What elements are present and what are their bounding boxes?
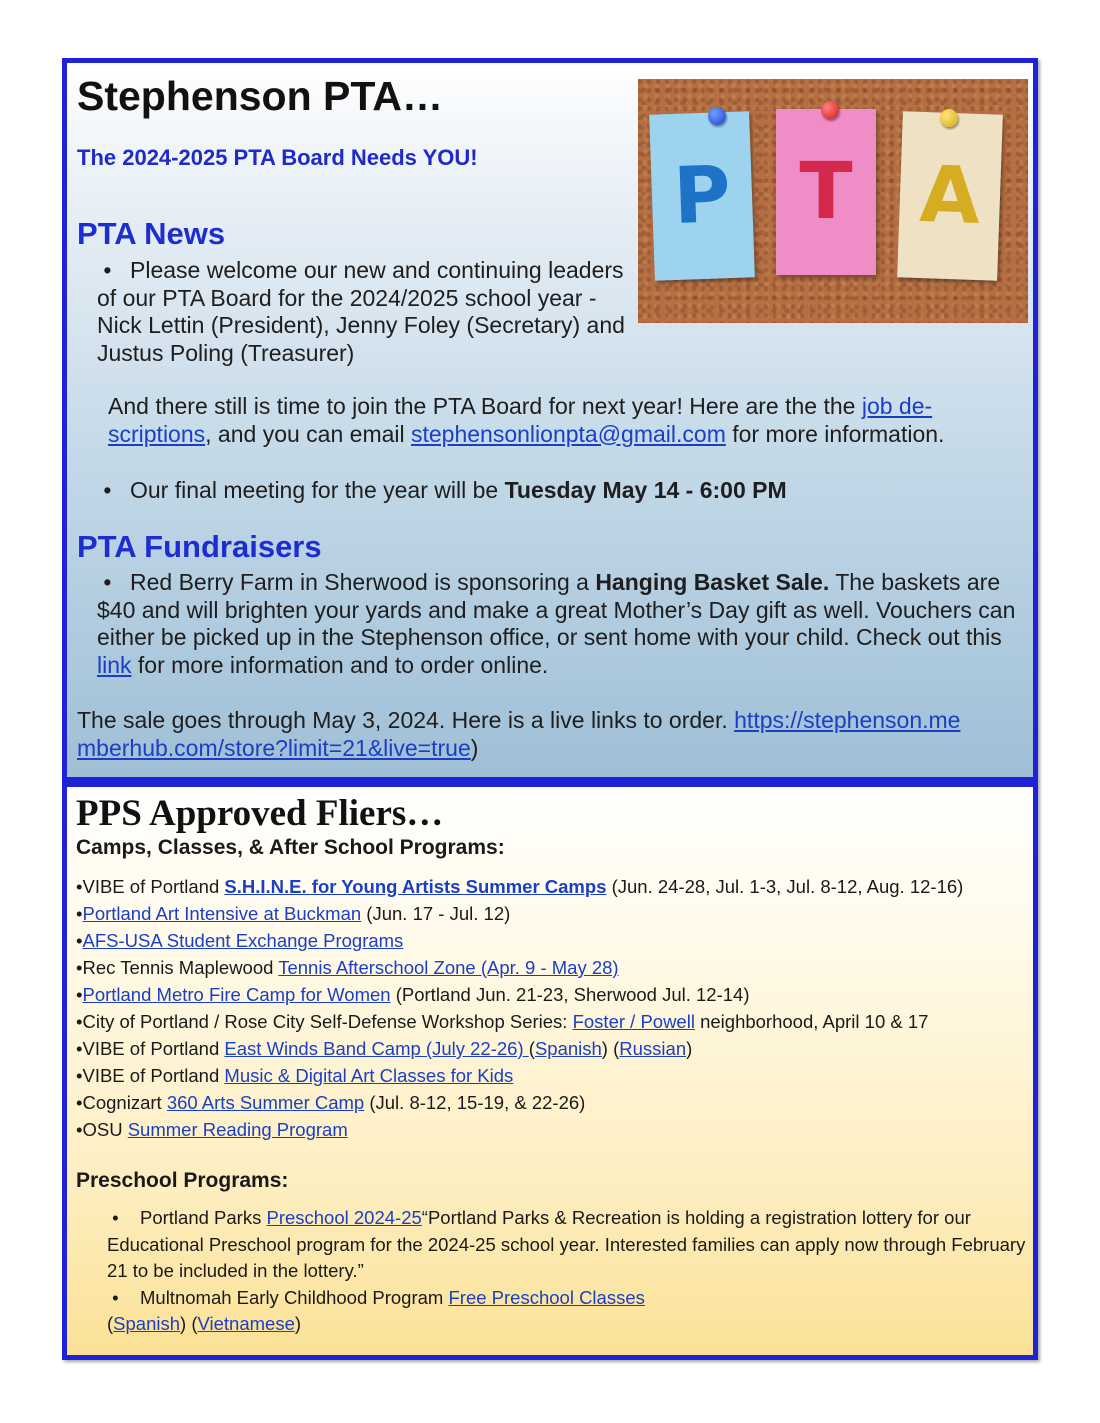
email-link[interactable]: stephensonlionpta@gmail.com (411, 420, 726, 447)
music-art-classes-link[interactable]: Music & Digital Art Classes for Kids (224, 1065, 514, 1086)
fundraiser-text: The baskets are $40 and will brighten your yards and make a great Mother’s Day gift as well. Vouchers can either be picked up in the Stephenson office, or sent home with your child. Check out this (97, 569, 1016, 650)
fundraiser-bullet (97, 569, 1032, 679)
pta-subtitle: The 2024-2025 PTA Board Needs YOU! (77, 145, 478, 170)
pta-image (638, 79, 1028, 323)
list-item (76, 1062, 1026, 1089)
meeting-date: Tuesday May 14 - 6:00 PM (504, 477, 787, 503)
pushpin-icon (708, 107, 726, 125)
bullet-icon: • (76, 903, 83, 924)
sale-paragraph (77, 707, 977, 762)
bullet-icon: • (107, 1286, 119, 1308)
arts-summer-camp-link[interactable]: 360 Arts Summer Camp (166, 1092, 365, 1113)
summer-reading-link[interactable]: Summer Reading Program (127, 1119, 348, 1140)
fundraiser-text: for more information and to order online. (131, 651, 549, 678)
item-text: Rec Tennis Maplewood (82, 957, 279, 978)
item-text: ) (686, 1038, 693, 1059)
bullet-icon: • (76, 930, 83, 951)
list-item (76, 954, 1026, 981)
paragraph-text: , and you can email (205, 420, 411, 447)
news-bullet-text: Please welcome our new and continuing leaders of our PTA Board for the 2024/2025 school year - Nick Lettin (President), Jenny Foley (Secretary) and Justus Poling (Treasurer) (97, 257, 625, 366)
fire-camp-link[interactable]: Portland Metro Fire Camp for Women (82, 984, 391, 1005)
list-item (107, 1285, 1032, 1312)
page-title: Stephenson PTA… (77, 73, 443, 119)
bullet-icon: • (76, 1011, 83, 1032)
pta-section (62, 58, 1038, 782)
item-text: (Jul. 8-12, 15-19, & 22-26) (364, 1092, 586, 1113)
list-item (107, 1205, 1032, 1285)
item-text: ( (107, 1313, 114, 1334)
job-descriptions-link[interactable]: job de-scriptions (108, 393, 933, 447)
news-bullet-meeting (97, 477, 997, 505)
list-item (76, 1116, 1026, 1143)
pta-note-p: P (649, 111, 755, 280)
shine-camps-link[interactable]: S.H.I.N.E. for Young Artists Summer Camps (224, 876, 607, 897)
fundraiser-bold: Hanging Basket Sale. (595, 569, 830, 595)
list-item (76, 927, 1026, 954)
bullet-icon: • (97, 477, 112, 503)
item-text: (Jun. 24-28, Jul. 1-3, Jul. 8-12, Aug. 12-16) (606, 876, 964, 897)
bullet-icon: • (76, 1065, 83, 1086)
bullet-icon: • (97, 569, 112, 595)
pps-title: PPS Approved Fliers… (76, 793, 444, 834)
list-item (76, 1089, 1026, 1116)
art-intensive-link[interactable]: Portland Art Intensive at Buckman (82, 903, 362, 924)
pta-note-a: A (897, 111, 1003, 280)
news-join-paragraph (108, 393, 1028, 448)
item-text: Cognizart (82, 1092, 167, 1113)
list-item (76, 981, 1026, 1008)
bullet-icon: • (76, 1038, 83, 1059)
item-text: (Portland Jun. 21-23, Sherwood Jul. 12-14) (390, 984, 750, 1005)
pushpin-icon (821, 101, 839, 119)
item-text: Multnomah Early Childhood Program (140, 1286, 449, 1308)
item-text: “Portland Parks & Recreation is holding a registration lottery for our Educational Preschool program for the 2024-25 school year. Interested families can apply now through February 21 to be included in the lottery.” (107, 1207, 1026, 1281)
item-text: VIBE of Portland (82, 876, 225, 897)
order-link[interactable]: https://stephenson.memberhub.com/store?limit=21&live=true (77, 707, 961, 761)
pushpin-icon (940, 109, 958, 127)
tennis-zone-link[interactable]: Tennis Afterschool Zone (Apr. 9 - May 28) (278, 957, 619, 978)
band-camp-spanish-link[interactable]: Spanish (534, 1038, 602, 1059)
item-text: neighborhood, April 10 & 17 (694, 1011, 929, 1032)
item-text: OSU (82, 1119, 128, 1140)
bullet-icon: • (76, 984, 83, 1005)
item-text: Portland Parks (140, 1207, 267, 1228)
item-text: VIBE of Portland (82, 1065, 225, 1086)
foster-powell-link[interactable]: Foster / Powell (572, 1011, 695, 1032)
afs-exchange-link[interactable]: AFS-USA Student Exchange Programs (82, 930, 404, 951)
preschool-vietnamese-link[interactable]: Vietnamese (197, 1313, 295, 1334)
preschool-heading: Preschool Programs: (76, 1169, 289, 1192)
sale-text: The sale goes through May 3, 2024. Here is a live links to order. (77, 707, 735, 733)
camps-list (76, 873, 1026, 1143)
band-camp-link[interactable]: East Winds Band Camp (July 22-26) (224, 1038, 529, 1059)
preschool-list (107, 1205, 1032, 1338)
bullet-icon: • (76, 1119, 83, 1140)
item-text: ( (528, 1038, 535, 1059)
news-bullet-board (97, 257, 637, 367)
paragraph-text: And there still is time to join the PTA Board for next year! Here are the the (108, 393, 862, 419)
bullet-icon: • (107, 1207, 119, 1228)
item-text: (Jun. 17 - Jul. 12) (361, 903, 511, 924)
list-item (76, 900, 1026, 927)
bullet-icon: • (76, 1092, 83, 1113)
list-item (76, 1008, 1026, 1035)
preschool-2024-link[interactable]: Preschool 2024-25 (266, 1207, 422, 1228)
bullet-icon: • (76, 957, 83, 978)
pta-note-t: T (776, 109, 876, 275)
sale-text: ) (470, 734, 479, 761)
meeting-text: Our final meeting for the year will be (130, 477, 505, 503)
paragraph-text: for more information. (725, 420, 945, 447)
free-preschool-link[interactable]: Free Preschool Classes (448, 1286, 645, 1308)
pps-fliers-section (62, 782, 1038, 1360)
fundraiser-link[interactable]: link (97, 651, 132, 678)
pta-news-heading: PTA News (77, 216, 226, 251)
preschool-spanish-link[interactable]: Spanish (113, 1313, 181, 1334)
bullet-icon: • (76, 876, 83, 897)
item-text: ) ( (601, 1038, 620, 1059)
list-item-languages (107, 1311, 1032, 1338)
fundraiser-text: Red Berry Farm in Sherwood is sponsoring a (130, 569, 596, 595)
bullet-icon: • (97, 257, 112, 283)
item-text: City of Portland / Rose City Self-Defense Workshop Series: (82, 1011, 573, 1032)
list-item (76, 1035, 1026, 1062)
item-text: VIBE of Portland (82, 1038, 225, 1059)
band-camp-russian-link[interactable]: Russian (619, 1038, 687, 1059)
list-item (76, 873, 1026, 900)
pta-fundraisers-heading: PTA Fundraisers (77, 529, 322, 564)
item-text: ) (294, 1313, 302, 1334)
item-text: ) ( (180, 1313, 198, 1334)
camps-heading: Camps, Classes, & After School Programs: (76, 836, 505, 859)
